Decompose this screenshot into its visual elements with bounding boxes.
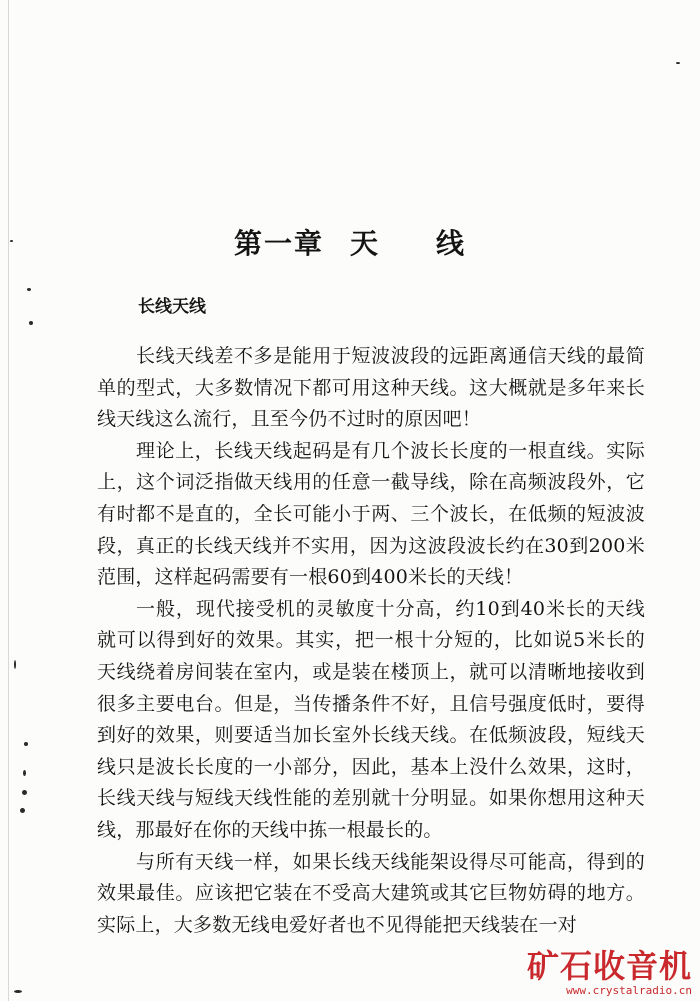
watermark-url: www.crystalradio.cn [566, 984, 692, 997]
scan-speck [20, 808, 25, 813]
scan-speck [22, 790, 27, 795]
scan-edge-line [8, 0, 9, 1001]
scan-speck [24, 742, 28, 746]
watermark [514, 948, 692, 997]
scan-speck [14, 990, 22, 993]
paragraph: 长线天线差不多是能用于短波波段的远距离通信天线的最简单的型式，大多数情况下都可用这种天线。这大概就是多年来长线天线这么流行，且至今仍不过时的原因吧！ [97, 345, 645, 431]
chapter-title [0, 222, 700, 262]
body-text [97, 341, 645, 941]
chapter-title-word-2: 线 [436, 227, 467, 260]
scan-speck [27, 288, 31, 291]
chapter-title-word-1: 天 [349, 227, 380, 260]
section-heading: 长线天线 [138, 297, 206, 317]
watermark-logo: 矿石收音机 [526, 947, 692, 985]
paragraph: 理论上，长线天线起码是有几个波长长度的一根直线。实际上，这个词泛指做天线用的任意一截导线，除在高频波段外，它有时都不是直的，全长可能小于两、三个波长，在低频的短波波段，真正的长线天线并不实用，因为这波段波长约在30到200米范围，这样起码需要有一根60到400米长的天线！ [97, 439, 645, 589]
scan-speck [23, 770, 26, 776]
scan-speck [14, 660, 16, 669]
paragraph: 与所有天线一样，如果长线天线能架设得尽可能高，得到的效果最佳。应该把它装在不受高大建筑或其它巨物妨碍的地方。实际上，大多数无线电爱好者也不见得能把天线装在一对 [97, 850, 645, 936]
scan-speck [29, 321, 33, 325]
paragraph: 一般，现代接受机的灵敏度十分高，约10到40米长的天线就可以得到好的效果。其实，把一根十分短的，比如说5米长的天线绕着房间装在室内，或是装在楼顶上，就可以清晰地接收到很多主要电台。但是，当传播条件不好，且信号强度低时，要得到好的效果，则要适当加长室外长线天线。在低频波段，短线天线只是波长长度的一小部分，因此，基本上没什么效果，这时，长线天线与短线天线性能的差别就十分明显。如果你想用这种天线，那最好在你的天线中拣一根最长的。 [97, 597, 645, 841]
chapter-number: 第一章 [233, 227, 324, 260]
scan-speck [676, 62, 680, 64]
